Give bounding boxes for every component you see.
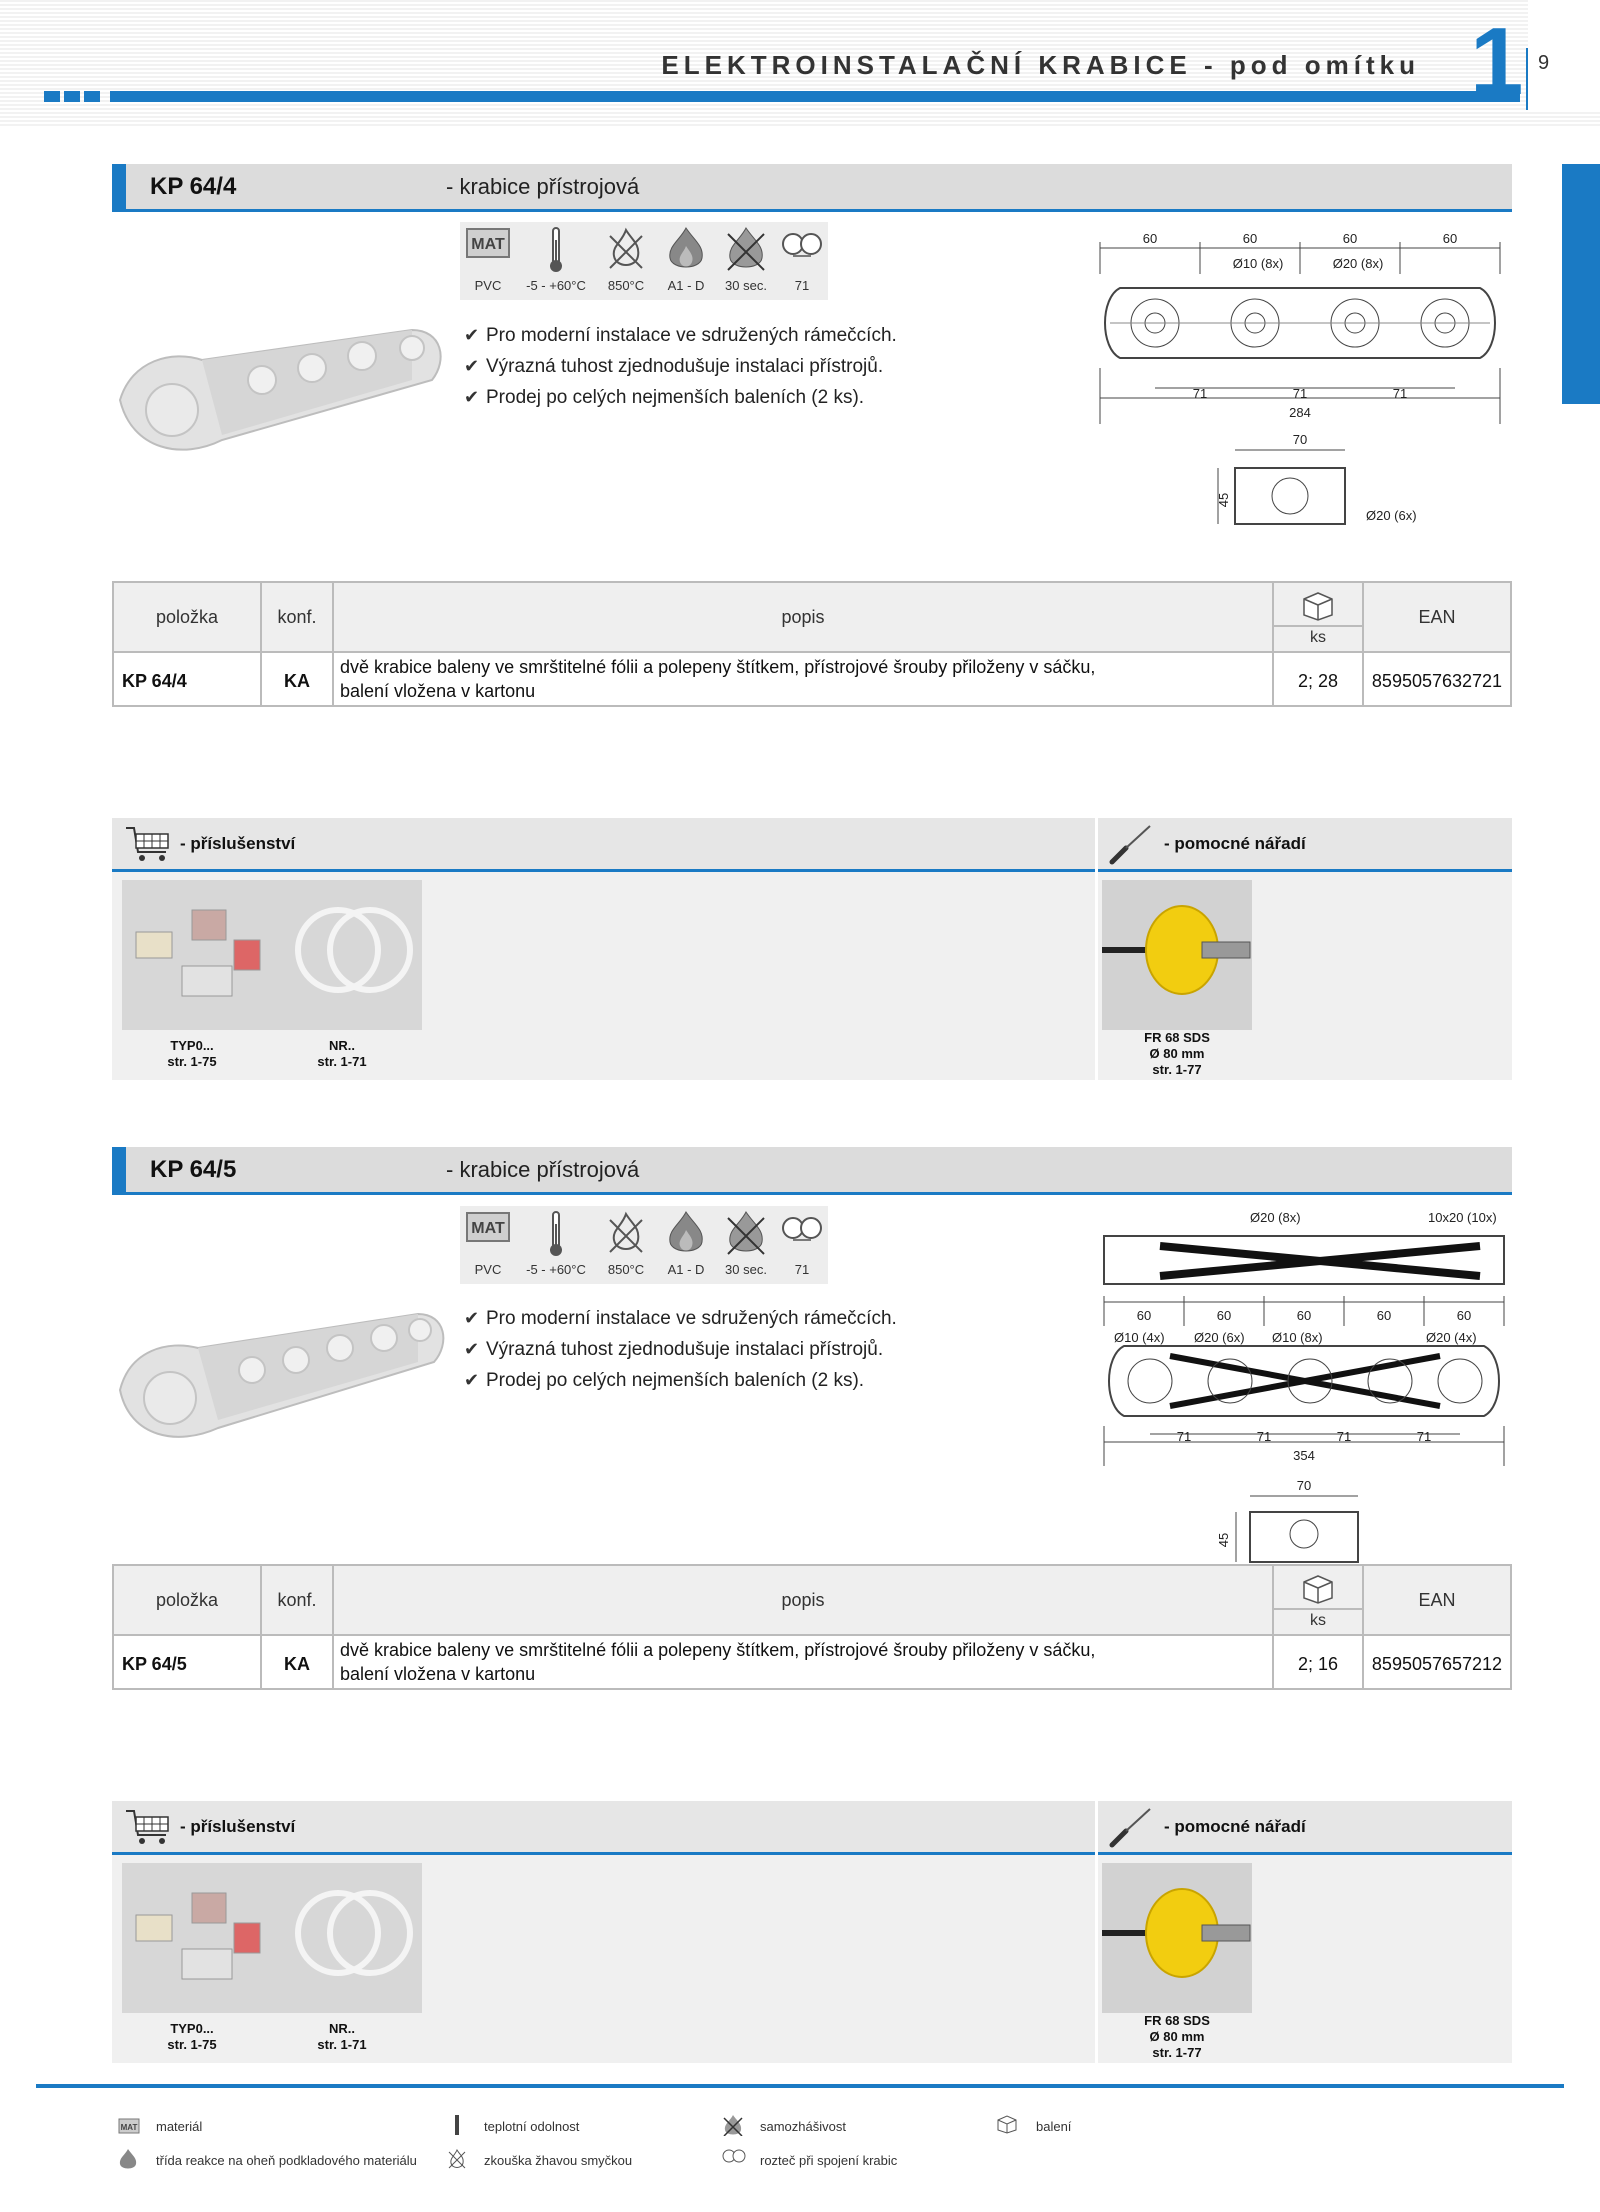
material-cell [460,1206,516,1284]
table-divider [1272,625,1362,627]
feature-item [464,1334,897,1365]
feature-text: Výrazná tuhost zjednodušuje instalaci přístrojů. [486,1339,884,1360]
material-icon-text: MAT [471,236,505,253]
header-conf: konf. [277,607,317,627]
check-icon: ✔ [464,1370,480,1390]
hole-label: Ø10 (4x) [1114,1330,1165,1345]
product-table [112,581,1512,707]
feature-text: Pro moderní instalace ve sdružených rámečcích. [486,1308,897,1329]
section-title-main: ELEKTROINSTALAČNÍ KRABICE [661,50,1192,80]
hole-label: Ø20 (8x) [1332,256,1384,271]
material-icon [466,1210,510,1244]
glow-wire-icon [604,1210,648,1258]
temperature-value: -5 - +60°C [526,1262,586,1277]
dimension-label: 60 [1376,1308,1392,1323]
dimension-label: 60 [1142,231,1158,246]
temperature-cell [516,1206,596,1284]
thermometer-icon [452,2114,462,2136]
dimension-label: 60 [1442,231,1458,246]
product-photo-kp64-4 [112,320,452,470]
accessories-title: - příslušenství [180,834,296,853]
cell-desc-line1: dvě krabice baleny ve smrštitelné fólii a polepeny štítkem, přístrojové šrouby přiloženy v sáčku, [340,1640,1096,1660]
header-ks: ks [1310,1612,1326,1629]
tool-caption [1112,1030,1242,1078]
screwdriver-icon [1106,822,1156,868]
shopping-cart-icon [124,824,174,864]
accessory-caption [292,1038,392,1070]
check-icon: ✔ [464,1308,480,1328]
glow-wire-cell [596,1206,656,1284]
table-divider [332,1566,334,1688]
header-item: položka [155,1590,219,1610]
self-extinguish-cell [716,1206,776,1284]
pitch-icon [780,226,824,266]
dimension-label: 60 [1242,231,1258,246]
dimension-label: 71 [1416,1429,1432,1444]
caption-line: str. 1-71 [317,1054,367,1069]
dimension-label: 71 [1392,386,1408,401]
caption-line: TYP0... [170,2021,214,2036]
accessories-section [112,1801,1512,2063]
legend-packaging: balení [1036,2119,1072,2134]
dimension-label: 60 [1342,231,1358,246]
page-number: 9 [1538,52,1550,74]
caption-line: str. 1-71 [317,2037,367,2052]
flame-icon [118,2148,138,2170]
header-square [84,91,100,102]
pitch-value: 71 [794,278,810,293]
tools-title: - pomocné nářadí [1164,1817,1306,1836]
check-icon: ✔ [464,1339,480,1359]
cell-ean: 8595057632721 [1371,671,1503,691]
side-width-label: 70 [1296,1478,1312,1493]
pitch-cell [776,222,828,300]
pitch-cell [776,1206,828,1284]
product-description: - krabice přístrojová [446,174,640,199]
pitch-icon [722,2148,746,2166]
thermometer-icon [546,226,566,274]
total-dimension: 354 [1293,1448,1315,1463]
header-square [44,91,60,102]
dimension-label: 71 [1176,1429,1192,1444]
cell-item: KP 64/4 [122,671,187,691]
product-code: KP 64/4 [150,173,237,200]
accessory-caption [142,1038,242,1070]
header-bar [110,91,1520,102]
cell-ks: 2; 16 [1297,1654,1339,1674]
material-cell [460,222,516,300]
material-icon-text: MAT [120,2123,138,2132]
feature-text: Výrazná tuhost zjednodušuje instalaci přístrojů. [486,356,884,377]
dimension-label: 60 [1136,1308,1152,1323]
front-label: Ø20 (8x) [1250,1210,1301,1225]
feature-item [464,351,897,382]
caption-line: NR.. [329,1038,355,1053]
header-ks: ks [1310,629,1326,646]
temperature-cell [516,222,596,300]
cell-ean: 8595057657212 [1371,1654,1503,1674]
glow-wire-icon [604,226,648,274]
side-height-label: 45 [1216,492,1231,508]
total-dimension: 284 [1289,405,1311,420]
self-extinguish-value: 30 sec. [725,1262,767,1277]
feature-item [464,1365,897,1396]
chapter-number: 1 [1470,8,1524,115]
pitch-value: 71 [794,1262,810,1277]
cell-conf: KA [284,671,310,691]
section-title-sub: - pod omítku [1204,50,1420,80]
technical-drawing-kp64-4 [1090,228,1510,538]
header-item: položka [155,607,219,627]
tools-title: - pomocné nářadí [1164,834,1306,853]
header-square [64,91,80,102]
header-desc: popis [781,1590,825,1610]
self-extinguish-icon [722,2114,744,2136]
feature-text: Prodej po celých nejmenších baleních (2 ks). [486,387,865,408]
table-divider [332,583,334,705]
caption-line: FR 68 SDS [1144,2013,1210,2028]
accessory-caption [292,2021,392,2053]
fire-class-cell [656,222,716,300]
hole-label: Ø10 (8x) [1272,1330,1323,1345]
cell-desc-line2: balení vložena v kartonu [340,1664,536,1684]
header-conf: konf. [277,1590,317,1610]
side-hole-label: Ø20 (6x) [1366,508,1417,523]
glow-wire-icon [446,2148,468,2170]
side-width-label: 70 [1292,432,1308,447]
cell-desc-line2: balení vložena v kartonu [340,681,536,701]
caption-line: TYP0... [170,1038,214,1053]
material-icon [466,226,510,260]
check-icon: ✔ [464,387,480,407]
table-divider [1272,1608,1362,1610]
caption-line: FR 68 SDS [1144,1030,1210,1045]
front-label: 10x20 (10x) [1428,1210,1497,1225]
technical-drawing-kp64-5 [1100,1206,1512,1566]
legend-temperature: teplotní odolnost [484,2119,580,2134]
header-ean: EAN [1418,607,1456,627]
cell-item: KP 64/5 [122,1654,187,1674]
legend-pitch: rozteč při spojení krabic [760,2153,898,2168]
dimension-label: 71 [1256,1429,1272,1444]
accessory-caption [142,2021,242,2053]
caption-line: Ø 80 mm [1149,2029,1205,2044]
caption-line: str. 1-77 [1152,2045,1202,2060]
legend-material: materiál [156,2119,203,2134]
material-value: PVC [474,1262,502,1277]
dimension-label: 60 [1216,1308,1232,1323]
material-value: PVC [474,278,502,293]
caption-line: str. 1-77 [1152,1062,1202,1077]
temperature-value: -5 - +60°C [526,278,586,293]
dimension-label: 60 [1296,1308,1312,1323]
thermometer-icon [546,1210,566,1258]
accessories-divider [1095,1801,1098,2063]
product-title-bar [112,1147,1512,1195]
legend-glow-wire: zkouška žhavou smyčkou [484,2153,633,2168]
shopping-cart-icon [124,1807,174,1847]
caption-line: str. 1-75 [167,2037,217,2052]
page-number-box [1528,0,1600,110]
feature-item [464,382,897,413]
self-extinguish-cell [716,222,776,300]
flame-icon [664,1210,708,1258]
legend-self-extinguish: samozhášivost [760,2119,846,2134]
product-code: KP 64/5 [150,1156,237,1183]
glow-wire-value: 850°C [607,1262,645,1277]
product-title-bar [112,164,1512,212]
feature-text: Pro moderní instalace ve sdružených rámečcích. [486,325,897,346]
header-ean: EAN [1418,1590,1456,1610]
packaging-icon [1300,1570,1336,1604]
section-title [661,50,1420,81]
self-extinguish-icon [724,226,768,274]
feature-list [464,1303,897,1396]
hole-label: Ø10 (8x) [1232,256,1284,271]
dimension-label: 60 [1456,1308,1472,1323]
flame-icon [664,226,708,274]
tool-caption [1112,2013,1242,2061]
page-number-divider [1526,48,1528,110]
glow-wire-value: 850°C [607,278,645,293]
product-photo-kp64-5 [112,1300,452,1450]
screwdriver-icon [1106,1805,1156,1851]
dimension-label: 71 [1192,386,1208,401]
feature-item [464,1303,897,1334]
feature-item [464,320,897,351]
accessories-photo [122,1863,422,2013]
caption-line: NR.. [329,2021,355,2036]
accessories-divider [1095,818,1098,1080]
fire-class-value: A1 - D [667,1262,705,1277]
property-strip [460,222,828,300]
dimension-label: 71 [1336,1429,1352,1444]
hole-label: Ø20 (4x) [1426,1330,1477,1345]
pitch-icon [780,1210,824,1250]
tool-photo [1102,880,1252,1030]
accessories-title: - příslušenství [180,1817,296,1836]
glow-wire-cell [596,222,656,300]
material-icon-text: MAT [471,1220,505,1237]
accessories-section [112,818,1512,1080]
header-desc: popis [781,607,825,627]
dimension-label: 71 [1292,386,1308,401]
caption-line: Ø 80 mm [1149,1046,1205,1061]
side-height-label: 45 [1216,1532,1231,1548]
property-strip [460,1206,828,1284]
accessories-photo [122,880,422,1030]
fire-class-value: A1 - D [667,278,705,293]
feature-list [464,320,897,413]
product-description: - krabice přístrojová [446,1157,640,1182]
legend-fire-class: třída reakce na oheň podkladového materiálu [156,2153,417,2168]
hole-label: Ø20 (6x) [1194,1330,1245,1345]
self-extinguish-value: 30 sec. [725,278,767,293]
chapter-side-tab [1562,164,1600,404]
material-icon [118,2118,140,2134]
self-extinguish-icon [724,1210,768,1258]
product-table [112,1564,1512,1690]
feature-text: Prodej po celých nejmenších baleních (2 ks). [486,1370,865,1391]
caption-line: str. 1-75 [167,1054,217,1069]
fire-class-cell [656,1206,716,1284]
packaging-icon [996,2114,1018,2134]
check-icon: ✔ [464,325,480,345]
packaging-icon [1300,587,1336,621]
check-icon: ✔ [464,356,480,376]
cell-ks: 2; 28 [1297,671,1339,691]
cell-conf: KA [284,1654,310,1674]
tool-photo [1102,1863,1252,2013]
footer-line [36,2084,1564,2088]
cell-desc-line1: dvě krabice baleny ve smrštitelné fólii a polepeny štítkem, přístrojové šrouby přiloženy v sáčku, [340,657,1096,677]
page-header [0,0,1600,128]
